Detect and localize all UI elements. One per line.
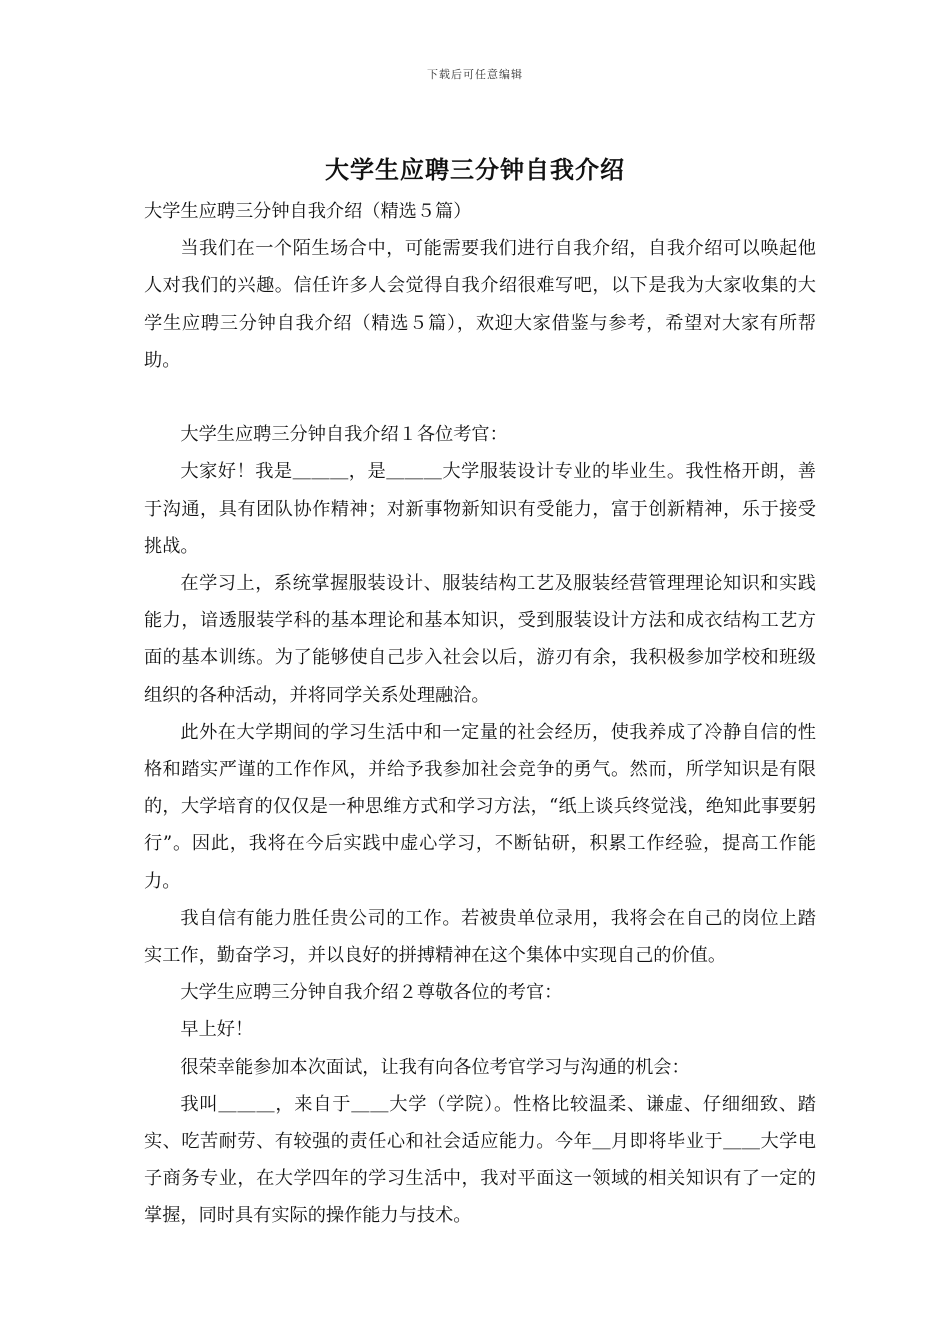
body-paragraph: 早上好！: [180, 1019, 254, 1041]
header-note: 下载后可任意编辑: [427, 68, 523, 81]
document-title: 大学生应聘三分钟自我介绍: [325, 155, 625, 184]
body-paragraph: 我叫＿＿＿，来自于＿＿大学（学院）。性格比较温柔、谦虚、仔细细致、踏实、吃苦耐劳、有较强的责任心和社会适应能力。今年＿月即将毕业于＿＿大学电子商务专业，在大学四年的学习生活中，我对平面这一领域的相关知识有了一定的掌握，同时具有实际的操作能力与技术。: [144, 1093, 816, 1227]
blank-line: [144, 379, 816, 416]
body-paragraph: 在学习上，系统掌握服装设计、服装结构工艺及服装经营管理理论知识和实践能力，谙透服装学科的基本理论和基本知识，受到服装设计方法和成衣结构工艺方面的基本训练。为了能够使自己步入社会以后，游刃有余，我积极参加学校和班级组织的各种活动，并将同学关系处理融洽。: [144, 573, 816, 706]
body-paragraph: 大家好！我是＿＿＿，是＿＿＿大学服装设计专业的毕业生。我性格开朗，善于沟通，具有团队协作精神；对新事物新知识有受能力，富于创新精神，乐于接受挑战。: [144, 461, 816, 557]
body-paragraph: 很荣幸能参加本次面试，让我有向各位考官学习与沟通的机会：: [180, 1056, 690, 1078]
body-paragraph: 我自信有能力胜任贵公司的工作。若被贵单位录用，我将会在自己的岗位上踏实工作，勤奋学习，并以良好的拼搏精神在这个集体中实现自己的价值。: [144, 907, 816, 967]
subtitle-paragraph: 大学生应聘三分钟自我介绍（精选５篇）: [144, 201, 472, 222]
intro-paragraph: 当我们在一个陌生场合中，可能需要我们进行自我介绍，自我介绍可以唤起他人对我们的兴趣。信任许多人会觉得自我介绍很难写吧，以下是我为大家收集的大学生应聘三分钟自我介绍（精选５篇），欢迎大家借鉴与参考，希望对大家有所帮助。: [144, 238, 816, 371]
section-1-heading: 大学生应聘三分钟自我介绍１各位考官：: [180, 424, 508, 446]
document-body: [144, 193, 816, 1235]
body-paragraph: 此外在大学期间的学习生活中和一定量的社会经历，使我养成了冷静自信的性格和踏实严谨的工作作风，并给予我参加社会竞争的勇气。然而，所学知识是有限的，大学培育的仅仅是一种思维方式和学习方法，“纸上谈兵终觉浅，绝知此事要躬行”。因此，我将在今后实践中虚心学习，不断钻研，积累工作经验，提高工作能力。: [144, 721, 816, 892]
section-2-heading: 大学生应聘三分钟自我介绍２尊敬各位的考官：: [180, 982, 563, 1004]
